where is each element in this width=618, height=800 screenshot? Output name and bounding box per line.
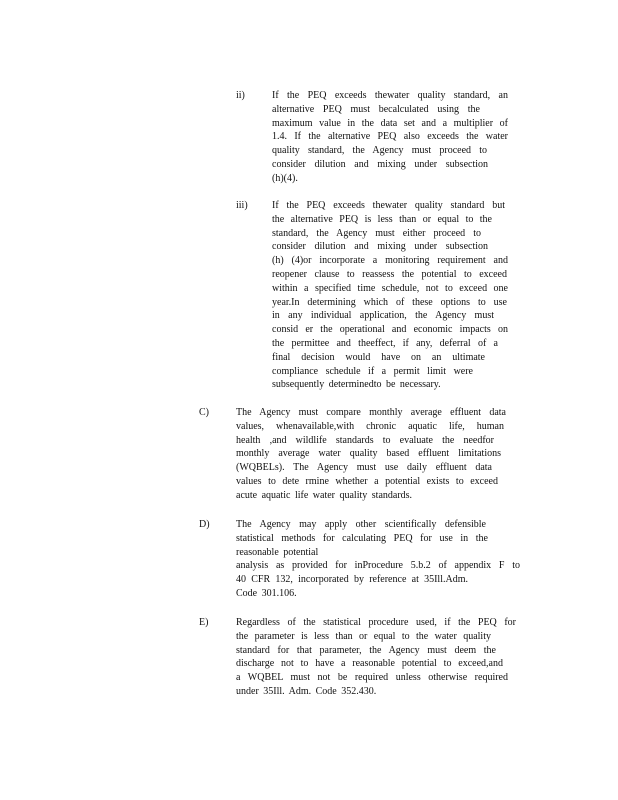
paragraph-line: values to dete rmine whether a potential exists to exceed [236,475,498,487]
item-paragraph [236,406,506,503]
paragraph-line: year.In determining which of these options to use [272,296,507,308]
item-marker: iii) [236,200,248,211]
item-marker: D) [199,519,210,530]
paragraph-line: the parameter is less than or equal to the water quality [236,630,491,642]
paragraph-line: analysis as provided for inProcedure 5.b.2 of appendix F to [236,560,520,572]
paragraph-line: maximum value in the data set and a multiplier of [272,117,508,129]
paragraph-line: alternative PEQ must becalculated using the [272,103,480,115]
paragraph-line: Regardless of the statistical procedure used, if the PEQ for [236,617,516,628]
paragraph-line: standard for that parameter, the Agency must deem the [236,644,496,656]
item-marker: C) [199,407,209,418]
item-marker: ii) [236,90,245,101]
paragraph-line: The Agency may apply other scientifically defensible [236,519,486,530]
item-marker: E) [199,617,209,628]
item-paragraph [236,518,520,601]
paragraph-line: 40 CFR 132, incorporated by reference at 35Ill.Adm. [236,574,468,586]
paragraph-line: If the PEQ exceeds thewater quality standard but [272,200,505,211]
paragraph-line: acute aquatic life water quality standards. [236,489,413,501]
paragraph-line: the alternative PEQ is less than or equal to the [272,213,492,225]
paragraph-line: the permittee and theeffect, if any, deferral of a [272,337,498,349]
paragraph-line: reasonable potential [236,546,319,558]
paragraph-line: final decision would have on an ultimate [272,351,485,363]
paragraph-line: consider dilution and mixing under subsection [272,158,488,170]
paragraph-line: values, whenavailable,with chronic aquatic life, human [236,420,504,432]
paragraph-line: Code 301.106. [236,587,297,599]
paragraph-line: statistical methods for calculating PEQ for use in the [236,532,488,544]
paragraph-line: within a specified time schedule, not to exceed one [272,282,508,294]
paragraph-line: If the PEQ exceeds thewater quality standard, an [272,90,508,101]
paragraph-line: (h)(4). [272,172,298,184]
paragraph-line: quality standard, the Agency must proceed to [272,145,487,157]
paragraph-line: consid er the operational and economic impacts on [272,324,508,336]
paragraph-line: 1.4. If the alternative PEQ also exceeds the water [272,131,508,143]
paragraph-line: a WQBEL must not be required unless otherwise required [236,672,508,684]
paragraph-line: The Agency must compare monthly average effluent data [236,407,506,418]
paragraph-line: subsequently determinedto be necessary. [272,379,441,391]
paragraph-line: (WQBELs). The Agency must use daily effluent data [236,462,492,474]
paragraph-line: reopener clause to reassess the potential to exceed [272,268,507,280]
paragraph-line: in any individual application, the Agency must [272,310,494,322]
item-paragraph [272,89,508,186]
paragraph-line: discharge not to have a reasonable potential to exceed,and [236,658,503,670]
item-paragraph [236,616,516,699]
paragraph-line: monthly average water quality based effluent limitations [236,448,501,460]
item-paragraph [272,199,508,392]
paragraph-line: compliance schedule if a permit limit were [272,365,473,377]
paragraph-line: health ,and wildlife standards to evaluate the needfor [236,434,494,446]
paragraph-line: (h) (4)or incorporate a monitoring requirement and [272,255,508,267]
paragraph-line: consider dilution and mixing under subsection [272,241,488,253]
paragraph-line: under 35Ill. Adm. Code 352.430. [236,685,377,697]
paragraph-line: standard, the Agency must either proceed to [272,227,481,239]
